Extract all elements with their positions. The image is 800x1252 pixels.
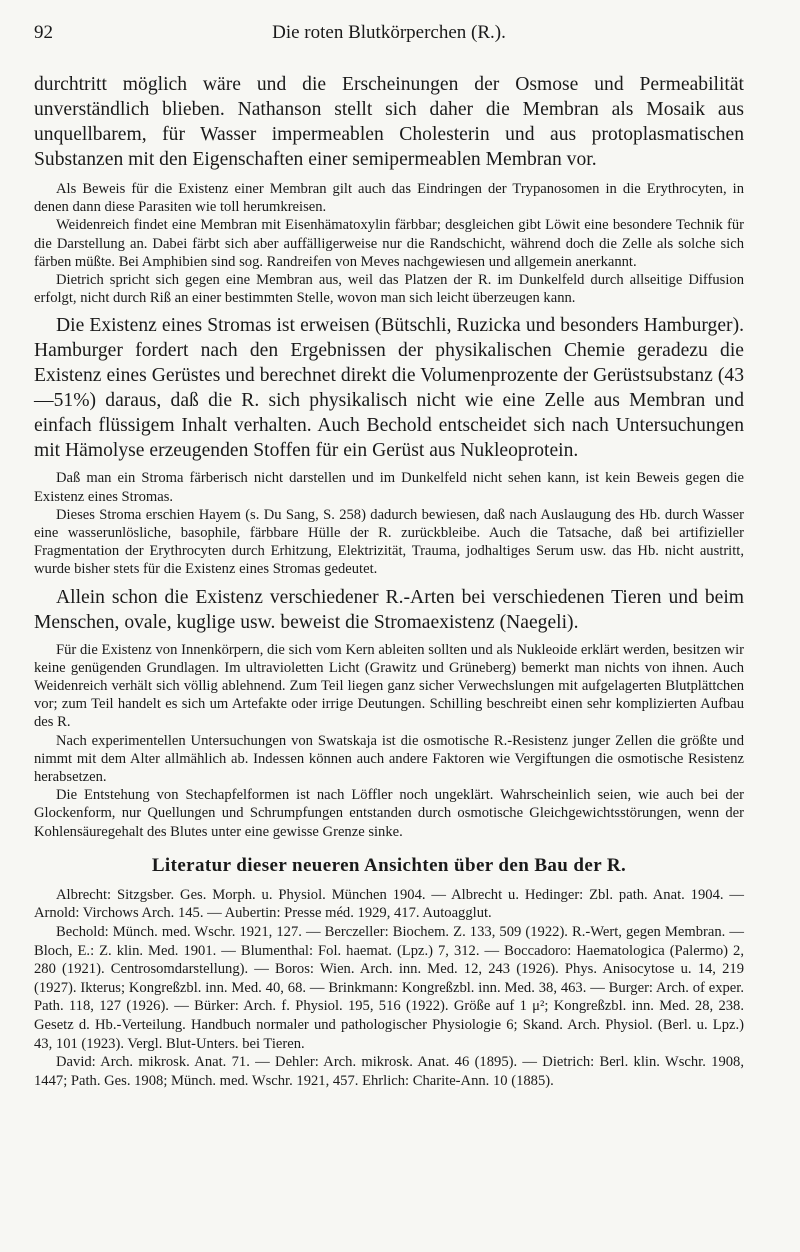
note-paragraph: Dietrich spricht sich gegen eine Membran aus, weil das Platzen der R. im Dunkelfeld durch allseitige Diffusion erfolgt, nicht durch Riß an einer bestimmten Stelle, wovon man sich leicht überzeugen kann.	[34, 272, 744, 307]
note-paragraph: Als Beweis für die Existenz einer Membran gilt auch das Eindringen der Trypanosomen in die Erythrocyten, in denen dann diese Parasiten wie toll herumkreisen.	[34, 181, 744, 216]
page-header	[34, 22, 744, 50]
body-paragraph: Die Existenz eines Stromas ist erweisen (Bütschli, Ruzicka und besonders Hamburger). Hamburger fordert nach den Ergebnissen der physikalischen Chemie geradezu die Existenz eines Gerüstes und berechnet direkt die Volumenprozente der Gerüstsubstanz (43—51%) daraus, daß die R. sich physikalisch nicht wie eine Zelle aus Membran und einfach flüssigem Inhalt verhalten. Auch Bechold entscheidet sich nach Untersuchungen mit Hämolyse erzeugenden Stoffen für ein Gerüst aus Nukleoprotein.	[34, 315, 744, 462]
running-title: Die roten Blutkörperchen (R.).	[272, 22, 506, 43]
body-paragraph: Allein schon die Existenz verschiedener R.-Arten bei verschiedenen Tieren und beim Menschen, ovale, kuglige usw. beweist die Stromaexistenz (Naegeli).	[34, 586, 744, 633]
literature-heading: Literatur dieser neueren Ansichten über den Bau der R.	[151, 854, 627, 876]
note-paragraph: Dieses Stroma erschien Hayem (s. Du Sang, S. 258) dadurch bewiesen, daß nach Auslaugung des Hb. durch Wasser eine wasserunlösliche, basophile, färbbare Hülle der R. zurückbleibe. Auch die Tatsache, daß bei artifizieller Fragmentation der Erythrocyten durch Erhitzung, Elektrizität, Trauma, jodhaltiges Serum usw. das Hb. nicht austritt, wurde bisher stets für die Existenz eines Stromas gedeutet.	[34, 506, 744, 578]
literature-entry: Albrecht: Sitzgsber. Ges. Morph. u. Physiol. München 1904. — Albrecht u. Hedinger: Zbl. path. Anat. 1904. — Arnold: Virchows Arch. 145. — Aubertin: Presse méd. 1929, 417. Autoagglut.	[34, 886, 744, 922]
note-paragraph: Die Entstehung von Stechapfelformen ist nach Löffler noch ungeklärt. Wahrscheinlich seien, wie auch bei der Glockenform, nur Quellungen und Schrumpfungen entstanden durch osmotische Gleichgewichtsstörungen, wenn der Kohlensäuregehalt des Blutes unter eine gewisse Grenze sinke.	[34, 787, 744, 840]
note-paragraph: Für die Existenz von Innenkörpern, die sich vom Kern ableiten sollten und als Nukleoide erklärt werden, besitzen wir keine genügenden Grundlagen. Im ultravioletten Licht (Grawitz und Grüneberg) bemerkt man nichts von ihnen. Auch Weidenreich verhält sich völlig ablehnend. Zum Teil liegen ganz sicher Verwechslungen mit aufgelagerten Blutplättchen vor; zum Teil handelt es sich um Artefakte oder irrige Deutungen. Schilling beschreibt einen sehr komplizierten Aufbau des R.	[34, 641, 744, 731]
note-paragraph: Weidenreich findet eine Membran mit Eisenhämatoxylin färbbar; desgleichen gibt Löwit eine besondere Technik für die Darstellung an. Dabei färbt sich aber auffälligerweise nur die Randschicht, während doch die Zelle als solche sich färben müßte. Bei Amphibien sind sog. Randreifen von Meves nachgewiesen und allgemein anerkannt.	[34, 217, 744, 270]
literature-entry: David: Arch. mikrosk. Anat. 71. — Dehler: Arch. mikrosk. Anat. 46 (1895). — Dietrich: Berl. klin. Wschr. 1908, 1447; Path. Ges. 1908; Münch. med. Wschr. 1921, 457. Ehrlich: Charite-Ann. 10 (1885).	[34, 1054, 744, 1089]
page-number: 92	[34, 22, 53, 43]
note-paragraph: Daß man ein Stroma färberisch nicht darstellen und im Dunkelfeld nicht sehen kann, ist kein Beweis gegen die Existenz eines Stromas.	[34, 470, 744, 505]
note-paragraph: Nach experimentellen Untersuchungen von Swatskaja ist die osmotische R.-Resistenz junger Zellen die größte und nimmt mit dem Alter allmählich ab. Indessen können auch andere Faktoren wie Vergiftungen die osmotische Resistenz herabsetzen.	[34, 732, 744, 786]
body-paragraph: durchtritt möglich wäre und die Erscheinungen der Osmose und Permeabilität unverständlich blieben. Nathanson stellt sich daher die Membran als Mosaik aus unquellbarem, für Wasser impermeablen Cholesterin und aus protoplasmatischen Substanzen mit den Eigenschaften einer semipermeablen Membran vor.	[34, 74, 744, 170]
literature-entry: Bechold: Münch. med. Wschr. 1921, 127. — Berczeller: Biochem. Z. 133, 509 (1922). R.-Wert, gegen Membran. — Bloch, E.: Z. klin. Med. 1901. — Blumenthal: Fol. haemat. (Lpz.) 7, 312. — Boccadoro: Haematologica (Palermo) 2, 280 (1921). Centrosomdarstellung). — Boros: Wien. Arch. inn. Med. 12, 243 (1926). Phys. Anisocytose u. 14, 219 (1927). Ikterus; Kongreßzbl. inn. Med. 40, 68. — Brinkmann: Kongreßzbl. inn. Med. 38, 463. — Burger: Arch. of exper. Path. 118, 127 (1926). — Bürker: Arch. f. Physiol. 195, 516 (1922). Größe auf 1 μ²; Kongreßzbl. inn. Med. 28, 238. Gesetz d. Hb.-Verteilung. Handbuch normaler und pathologischer Physiologie 6; Skand. Arch. Physiol. (Berl. u. Lpz.) 43, 101 (1923). Vergl. Blut-Unters. bei Tieren.	[34, 924, 744, 1052]
page-body	[34, 72, 744, 1090]
